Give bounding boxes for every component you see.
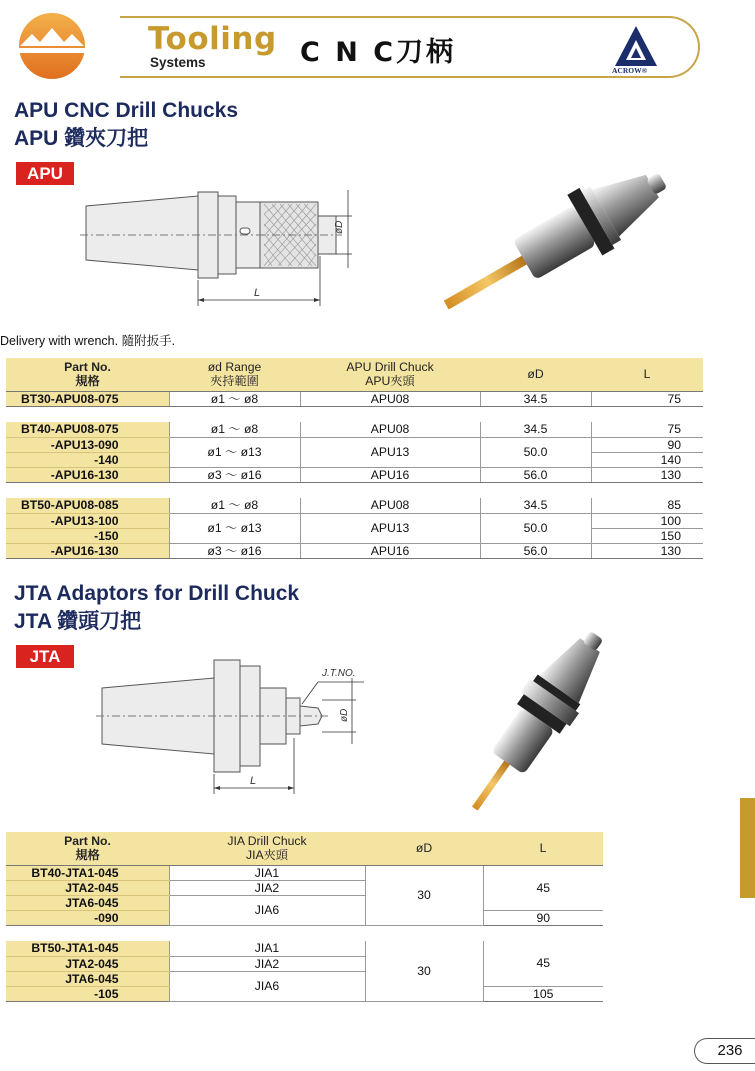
table-row: JTA6-045 JIA6: [6, 971, 603, 986]
apu-dim-l: L: [254, 287, 261, 299]
apu-tag: APU: [16, 162, 74, 185]
apu-product-photo: [428, 156, 678, 326]
jta-th-d: øD: [365, 832, 483, 865]
table-row: -140 140: [6, 452, 703, 467]
table-row: -APU13-100 ø1 ～ ø13 APU13 50.0 100: [6, 513, 703, 528]
jta-title-zh: JTA 鑽頭刀把: [14, 610, 142, 633]
page-number: 236: [694, 1038, 755, 1064]
jta-dim-jt: J.T.NO.: [322, 668, 356, 679]
table-row: JTA2-045 JIA2: [6, 956, 603, 971]
table-row: JTA6-045 JIA6: [6, 895, 603, 910]
jta-table: [6, 832, 603, 1002]
jta-th-chuck: JIA Drill Chuck JIA夾頭: [169, 832, 365, 865]
table-row: BT40-APU08-075 ø1 ～ ø8 APU08 34.5 75: [6, 422, 703, 437]
jta-technical-drawing: [96, 658, 371, 798]
apu-table: [6, 358, 703, 559]
table-row: -APU16-130 ø3 ～ ø16 APU16 56.0 130: [6, 543, 703, 558]
brand-systems: Systems: [150, 55, 206, 70]
table-row: -APU13-090 ø1 ～ ø13 APU13 50.0 90: [6, 437, 703, 452]
apu-technical-drawing: [80, 190, 365, 315]
side-section-tab: [740, 798, 755, 898]
delivery-note: Delivery with wrench. 隨附扳手.: [0, 334, 176, 348]
table-row: BT50-JTA1-045 JIA1 30 45: [6, 941, 603, 956]
apu-th-l: L: [591, 358, 703, 391]
page-title: C N C刀柄: [300, 37, 457, 68]
jta-dim-d: øD: [339, 708, 350, 722]
jta-product-photo: [440, 630, 640, 810]
brand-tooling: Tooling: [148, 21, 277, 57]
apu-dim-d: øD: [334, 220, 345, 234]
jta-title-en: JTA Adaptors for Drill Chuck: [14, 582, 300, 605]
table-row: -105 105: [6, 986, 603, 1001]
jta-th-l: L: [483, 832, 603, 865]
table-row: BT30-APU08-075 ø1 ～ ø8 APU08 34.5 75: [6, 391, 703, 406]
jta-tag: JTA: [16, 645, 74, 668]
table-row: BT40-JTA1-045 JIA1 30 45: [6, 865, 603, 880]
jta-dim-l: L: [250, 775, 257, 787]
apu-th-part: Part No. 規格: [6, 358, 169, 391]
table-row: -APU16-130 ø3 ～ ø16 APU16 56.0 130: [6, 467, 703, 482]
apu-th-range: ød Range 夾持範圍: [169, 358, 300, 391]
apu-th-d: øD: [480, 358, 591, 391]
table-row: -150 150: [6, 528, 703, 543]
jta-th-part: Part No. 規格: [6, 832, 169, 865]
table-row: BT50-APU08-085 ø1 ～ ø8 APU08 34.5 85: [6, 498, 703, 513]
apu-title-en: APU CNC Drill Chucks: [14, 99, 239, 122]
brand-logo-icon: [18, 12, 86, 80]
apu-title-zh: APU 鑽夾刀把: [14, 127, 149, 150]
table-row: JTA2-045 JIA2: [6, 880, 603, 895]
table-row: -090 90: [6, 910, 603, 925]
apu-th-chuck: APU Drill Chuck APU夾頭: [300, 358, 480, 391]
acrow-logo-text: ACROW®: [612, 66, 648, 75]
